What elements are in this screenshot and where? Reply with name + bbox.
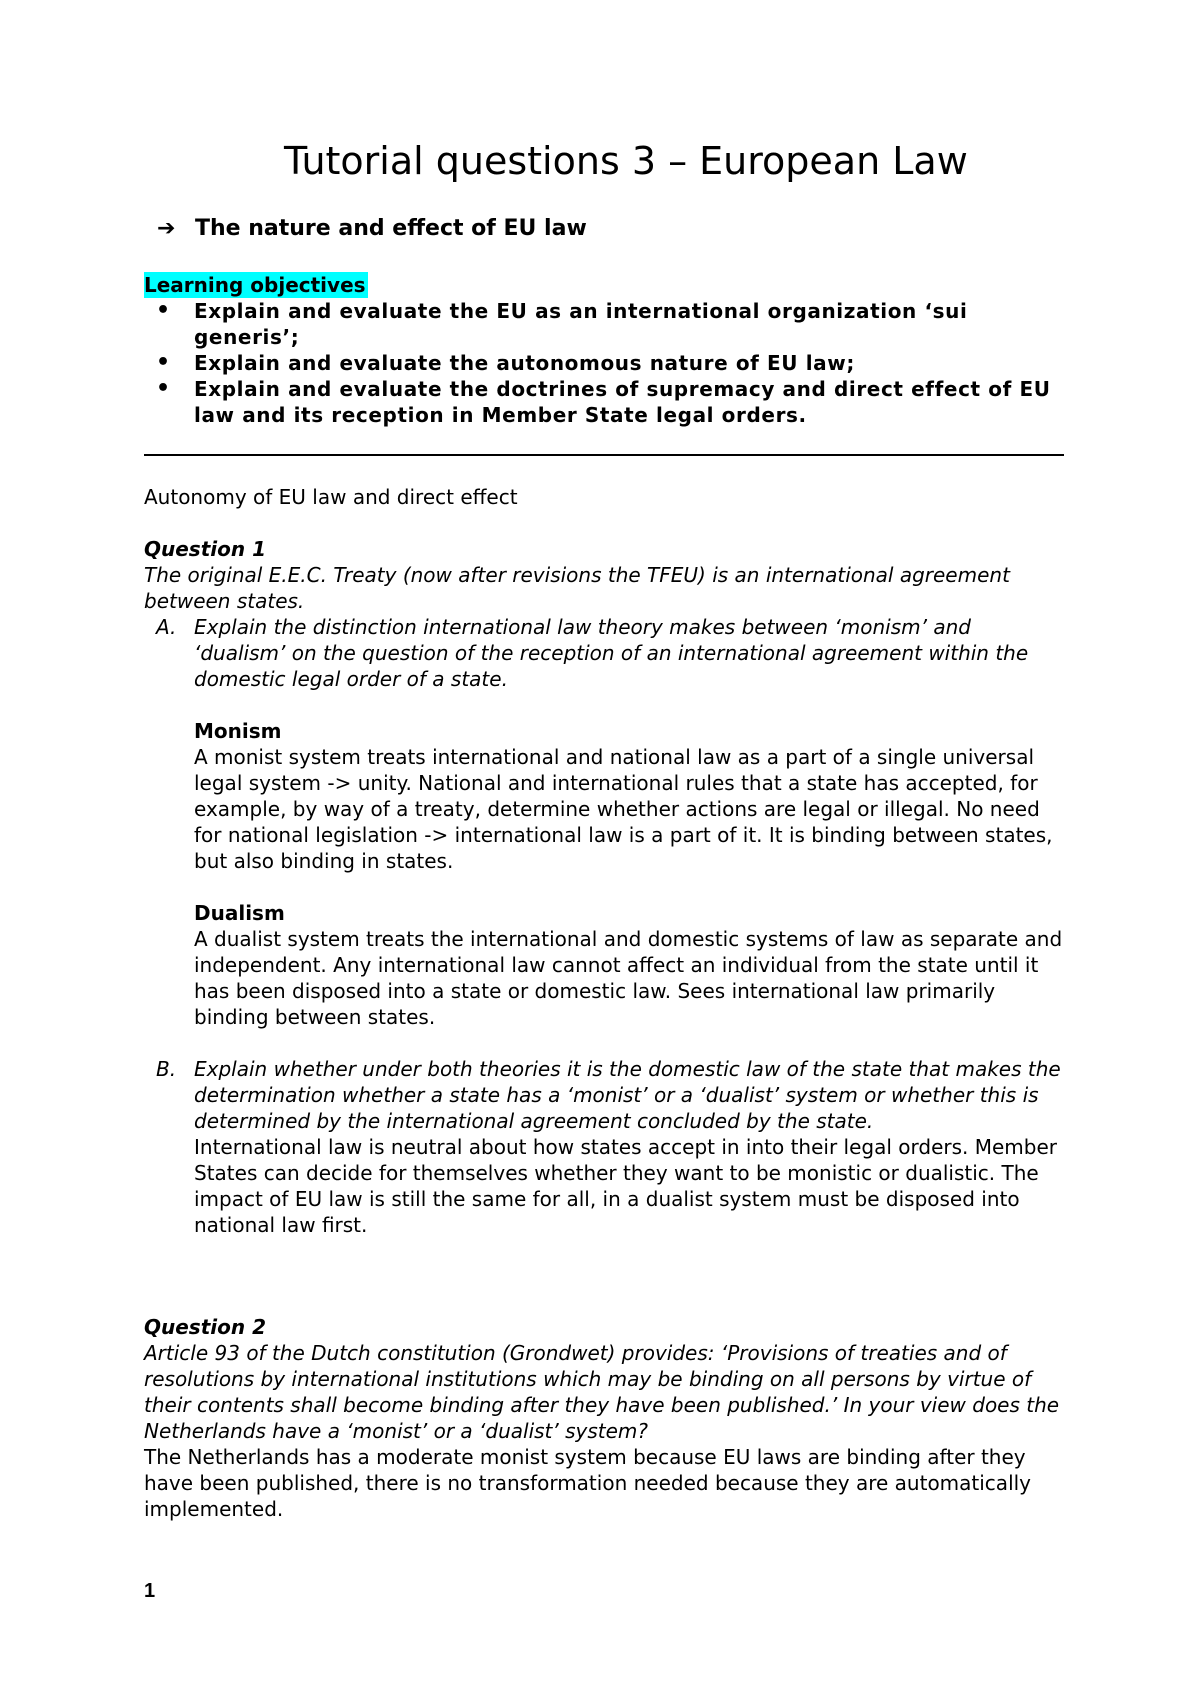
part-a-question: Explain the distinction international law theory makes between ‘monism’ and ‘dualism’ on the question of the reception of an international agreement within the domestic legal order of a state. xyxy=(194,615,1029,691)
question-1-intro: The original E.E.C. Treaty (now after revisions the TFEU) is an international agreement between states. xyxy=(144,563,1010,613)
monism-text: A monist system treats international and national law as a part of a single universal legal system -> unity. National and international rules that a state has accepted, for example, by way of a treaty, determine whether actions are legal or illegal. No need for national legislation -> international law is a part of it. It is binding between states, but also binding in states. xyxy=(194,745,1053,873)
question-2 xyxy=(144,1314,1064,1522)
part-b-answer: International law is neutral about how states accept in into their legal orders. Member States can decide for themselves whether they want to be monistic or dualistic. The impact of EU law is still the same for all, in a dualist system must be disposed into national law first. xyxy=(194,1135,1058,1237)
question-1-heading: Question 1 xyxy=(144,537,266,561)
page-number: 1 xyxy=(144,1580,156,1602)
question-1-part-a xyxy=(144,614,1064,1030)
dualism-heading: Dualism xyxy=(194,901,285,925)
question-1 xyxy=(144,536,1064,1238)
learning-objectives-list xyxy=(144,298,1064,428)
part-a-marker: A. xyxy=(156,615,177,639)
question-2-text: Article 93 of the Dutch constitution (Grondwet) provides: ‘Provisions of treaties and of resolutions by international institutions which may be binding on all persons by virtue of their contents shall become binding after they have been published.’ In your view does the Netherlands have a ‘monist’ or a ‘dualist’ system? xyxy=(144,1341,1060,1443)
list-item: • Explain and evaluate the autonomous nature of EU law; xyxy=(144,350,1064,376)
question-2-heading: Question 2 xyxy=(144,1315,266,1339)
monism-heading: Monism xyxy=(194,719,282,743)
list-item: • Explain and evaluate the doctrines of supremacy and direct effect of EU law and its reception in Member State legal orders. xyxy=(144,376,1064,428)
dualism-text: A dualist system treats the international and domestic systems of law as separate and independent. Any international law cannot affect an individual from the state until it has been disposed into a state or domestic law. Sees international law primarily binding between states. xyxy=(194,927,1063,1029)
list-item: • Explain and evaluate the EU as an international organization ‘sui generis’; xyxy=(144,298,1064,350)
section-heading: Autonomy of EU law and direct effect xyxy=(144,485,518,509)
question-2-answer: The Netherlands has a moderate monist system because EU laws are binding after they have been published, there is no transformation needed because they are automatically implemented. xyxy=(144,1445,1032,1521)
learning-objectives-label: Learning objectives xyxy=(144,273,366,297)
page-title: Tutorial questions 3 – European Law xyxy=(284,139,968,183)
subtitle-text: The nature and effect of EU law xyxy=(195,216,587,241)
arrow-right-icon: ➔ xyxy=(157,216,176,241)
part-b-marker: B. xyxy=(156,1057,177,1081)
question-1-part-b xyxy=(144,1056,1064,1238)
horizontal-divider xyxy=(144,454,1064,456)
part-b-question: Explain whether under both theories it is the domestic law of the state that makes the determination whether a state has a ‘monist’ or a ‘dualist’ system or whether this is determined by the international agreement concluded by the state. xyxy=(194,1057,1061,1133)
subtitle xyxy=(157,216,587,241)
